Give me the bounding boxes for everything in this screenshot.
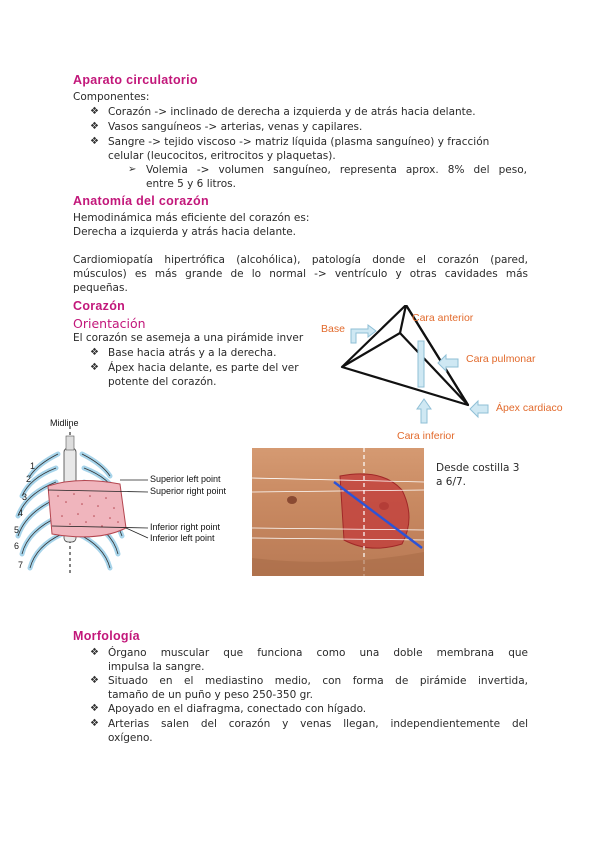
pulmonar-arrow-icon — [438, 355, 458, 371]
volemia-line-1: Volemia -> volumen sanguíneo, representa aprox. 8% del peso, — [146, 164, 527, 176]
pyramid-diagram — [318, 305, 578, 445]
anatomia-p2-line1: Cardiomiopatía hipertrófica (alcohólica), patología donde el corazón (pared, — [73, 254, 528, 266]
bullet-icon: ❖ — [90, 362, 99, 373]
bullet-icon: ❖ — [90, 675, 99, 686]
rib-number: 3 — [22, 492, 28, 502]
pyramid-label-base: Base — [321, 323, 345, 335]
inferior-left-label: Inferior left point — [150, 533, 215, 543]
vertical-marker-icon — [418, 341, 424, 387]
morfologia-title: Morfología — [73, 629, 140, 643]
superior-right-label: Superior right point — [150, 486, 227, 496]
bullet-icon: ❖ — [90, 347, 99, 358]
morfologia-item-1b: impulsa la sangre. — [108, 661, 205, 673]
apex-arrow-icon — [470, 401, 488, 417]
volemia-line-2: entre 5 y 6 litros. — [146, 178, 236, 190]
componentes-label: Componentes: — [73, 91, 150, 103]
morfologia-item-4b: oxígeno. — [108, 732, 153, 744]
superior-left-label: Superior left point — [150, 474, 221, 484]
morfologia-item-3: Apoyado en el diafragma, conectado con hígado. — [108, 703, 367, 715]
inferior-arrow-icon — [417, 399, 431, 423]
pyramid-label-cara-anterior: Cara anterior — [412, 312, 474, 324]
aparato-title: Aparato circulatorio — [73, 73, 198, 87]
costilla-line-2: a 6/7. — [436, 476, 467, 488]
morfologia-item-4: Arterias salen del corazón y venas llegan, independientemente del — [108, 718, 528, 730]
rib-number: 7 — [18, 560, 24, 570]
bullet-icon: ❖ — [90, 718, 99, 729]
aparato-item-3: Sangre -> tejido viscoso -> matriz líquida (plasma sanguíneo) y fracción — [108, 136, 490, 148]
bullet-icon: ❖ — [90, 703, 99, 714]
rib-number: 6 — [14, 541, 20, 551]
costilla-line-1: Desde costilla 3 — [436, 462, 520, 474]
aparato-item-1: Corazón -> inclinado de derecha a izquierda y de atrás hacia delante. — [108, 106, 476, 118]
torso-photo — [252, 448, 424, 576]
bullet-icon: ❖ — [90, 106, 99, 117]
anatomia-p1-line2: Derecha a izquierda y atrás hacia delante. — [73, 226, 297, 238]
corazon-bullet-2b: potente del corazón. — [108, 376, 217, 388]
anatomia-title: Anatomía del corazón — [73, 194, 209, 208]
morfologia-item-1: Órgano muscular que funciona como una doble membrana que — [108, 647, 528, 659]
corazon-bullet-1: Base hacia atrás y a la derecha. — [108, 347, 277, 359]
rib-number: 1 — [30, 461, 36, 471]
midline-label: Midline — [50, 418, 79, 428]
rib-number: 5 — [14, 525, 20, 535]
bullet-icon: ❖ — [90, 121, 99, 132]
morfologia-item-2: Situado en el mediastino medio, con forma de pirámide invertida, — [108, 675, 528, 687]
aparato-item-2: Vasos sanguíneos -> arterias, venas y capilares. — [108, 121, 363, 133]
bullet-icon: ❖ — [90, 647, 99, 658]
anatomia-p2-line2: músculos) es más grande de lo normal -> ventrículo y otras cavidades más — [73, 268, 528, 280]
pyramid-label-cara-inferior: Cara inferior — [397, 430, 455, 442]
corazon-line1: El corazón se asemeja a una pirámide inver — [73, 332, 304, 344]
bullet-icon: ❖ — [90, 136, 99, 147]
corazon-bullet-2: Ápex hacia delante, es parte del ver — [108, 362, 299, 374]
inferior-right-label: Inferior right point — [150, 522, 221, 532]
base-arrow-icon — [351, 325, 376, 343]
corazon-title: Corazón — [73, 299, 126, 313]
ribcage-diagram — [8, 416, 258, 581]
morfologia-item-2b: tamaño de un puño y peso 250-350 gr. — [108, 689, 313, 701]
aparato-item-3b: celular (leucocitos, eritrocitos y plaquetas). — [108, 150, 336, 162]
arrow-bullet-icon: ➢ — [128, 164, 137, 175]
pyramid-label-apex: Ápex cardiaco — [496, 402, 563, 414]
anatomia-p1-line1: Hemodinámica más eficiente del corazón es: — [73, 212, 310, 224]
rib-number: 2 — [26, 474, 32, 484]
anatomia-p2-line3: pequeñas. — [73, 282, 128, 294]
rib-number: 4 — [18, 508, 24, 518]
orientacion-subtitle: Orientación — [73, 316, 146, 331]
pyramid-label-cara-pulmonar: Cara pulmonar — [466, 353, 536, 365]
